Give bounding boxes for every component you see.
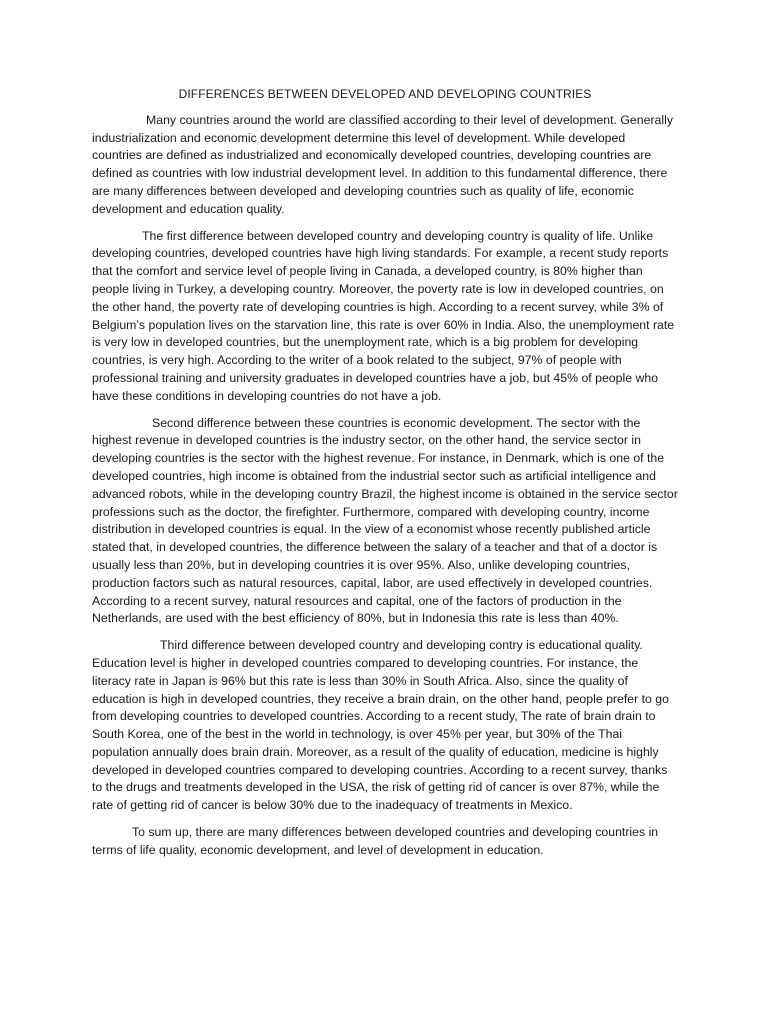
document-body: [92, 86, 678, 869]
paragraph-conclusion: To sum up, there are many differences between developed countries and developing countries in terms of life quality, economic development, and level of development in education.: [92, 825, 659, 857]
paragraph-economic-development: Second difference between these countries is economic development. The sector with the highest revenue in developed countries is the industry sector, on the other hand, the service sector in developing countries is the sector with the highest revenue. For instance, in Denmark, which is one of the developed countries, high income is obtained from the industrial sector such as artificial intelligence and advanced robots, while in the developing country Brazil, the highest income is obtained in the service sector professions such as the doctor, the firefighter. Furthermore, compared with developing country, income distribution in developed countries is equal. In the view of a economist whose recently published article stated that, in developed countries, the difference between the salary of a teacher and that of a doctor is usually less than 20%, but in developing countries it is over 95%. Also, unlike developing countries, production factors such as natural resources, capital, labor, are used effectively in developed countries. According to a recent survey, natural resources and capital, one of the factors of production in the Netherlands, are used with the best efficiency of 80%, but in Indonesia this rate is less than 40%.: [92, 415, 678, 626]
paragraph-education-quality: Third difference between developed country and developing contry is educational quality. Education level is higher in developed countries compared to developing countries. For instance, the literacy rate in Japan is 96% but this rate is less than 30% in South Africa. Also, since the quality of education is high in developed countries, they receive a brain drain, on the other hand, people prefer to go from developing countries to developed countries. According to a recent study, The rate of brain drain to South Korea, one of the best in the world in technology, is over 45% per year, but 30% of the Thai population annually does brain drain. Moreover, as a result of the quality of education, medicine is highly developed in developed countries compared to developing countries. According to a recent survey, thanks to the drugs and treatments developed in the USA, the risk of getting rid of cancer is over 87%, while the rate of getting rid of cancer is below 30% due to the inadequacy of treatments in Mexico.: [92, 638, 669, 813]
page-title: DIFFERENCES BETWEEN DEVELOPED AND DEVELOPING COUNTRIES: [178, 87, 592, 101]
paragraph-introduction: Many countries around the world are classified according to their level of development. Generally industrialization and economic development determine this level of development. While developed countries are defined as industrialized and economically developed countries, developing countries are defined as countries with low industrial development level. In addition to this fundamental difference, there are many differences between developed and developing countries such as quality of life, economic development and education quality.: [92, 112, 673, 216]
paragraph-quality-of-life: The first difference between developed country and developing country is quality of life. Unlike developing countries, developed countries have high living standards. For example, a recent study reports that the comfort and service level of people living in Canada, a developed country, is 80% higher than people living in Turkey, a developing country. Moreover, the poverty rate is low in developed countries, on the other hand, the poverty rate of developing countries is high. According to a recent survey, while 3% of Belgium’s population lives on the starvation line, this rate is over 60% in India. Also, the unemployment rate is very low in developed countries, but the unemployment rate, which is a big problem for developing countries, is very high. According to the writer of a book related to the subject, 97% of people with professional training and university graduates in developed countries have a job, but 45% of people who have these conditions in developing countries do not have a job.: [92, 228, 675, 403]
